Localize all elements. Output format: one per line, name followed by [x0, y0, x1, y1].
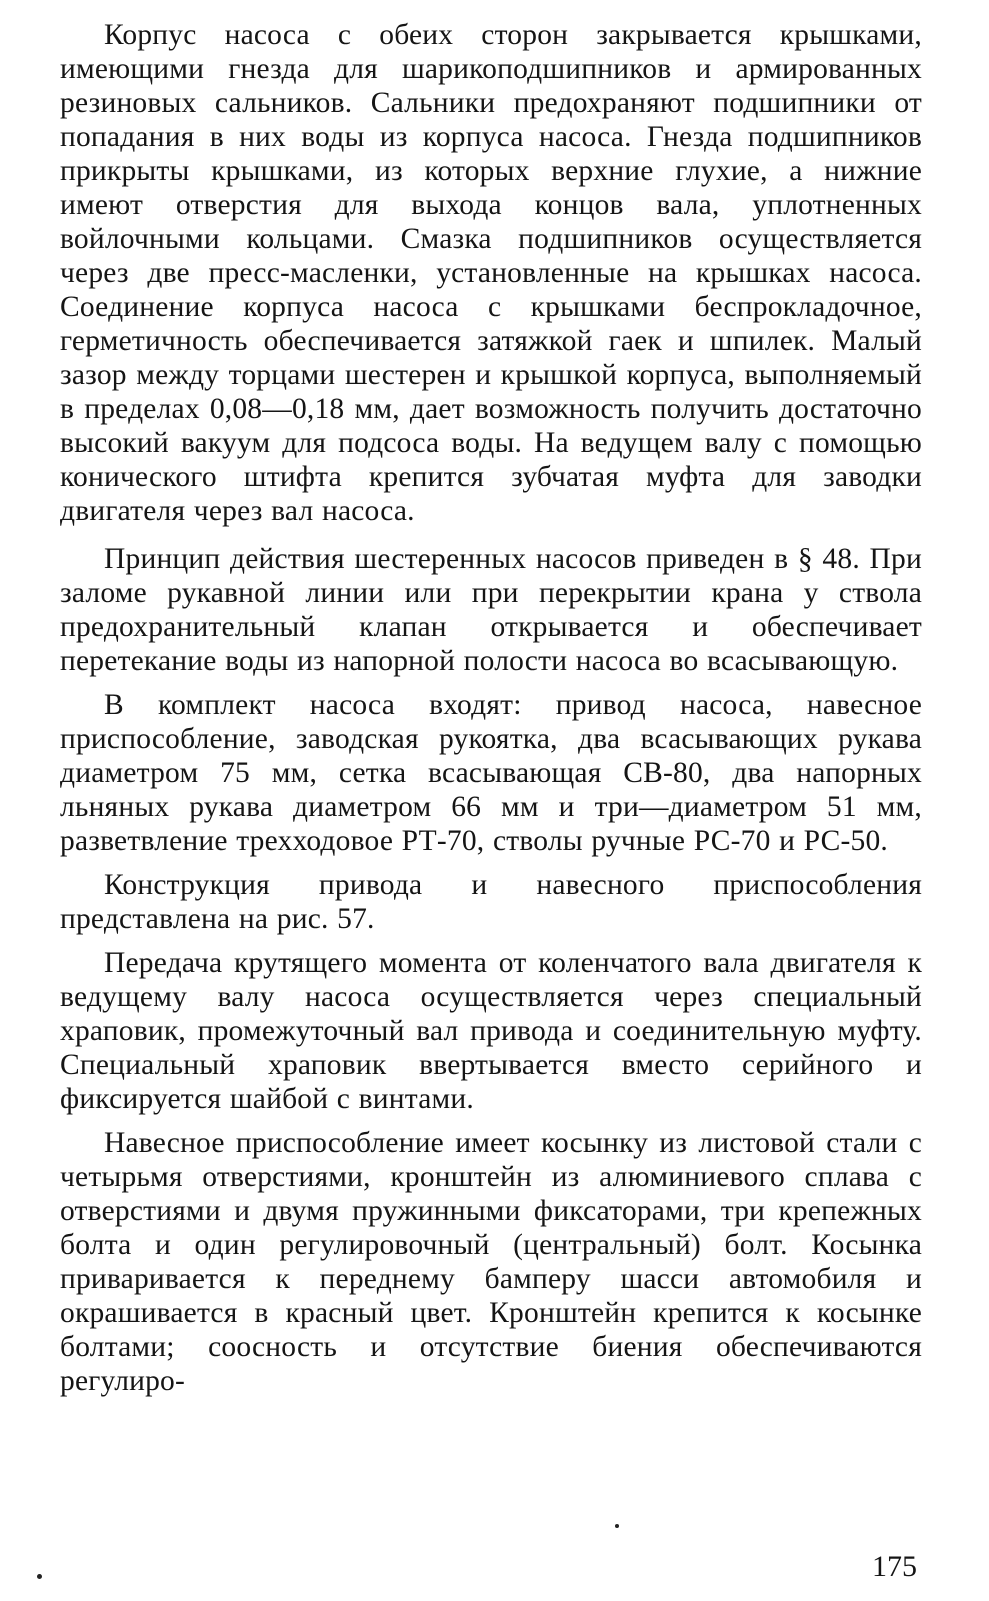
paragraph-pump-housing: Корпус насоса с обеих сторон закрывается крышками, имеющими гнезда для шарикоподшипников и армированных резиновых сальников. Сальники предохраняют подшипники от попадания в них воды из корпуса насоса. Гнезда подшипников прикрыты крышками, из которых верхние глухие, а нижние имеют отверстия для выхода концов вала, уплотненных войлочными кольцами. Смазка подшипников осуществляется через две пресс-масленки, установленные на крышках насоса. Соединение корпуса насоса с крышками беспрокладочное, герметичность обеспечивается затяжкой гаек и шпилек. Малый зазор между торцами шестерен и крышкой корпуса, выполняемый в пределах 0,08—0,18 мм, дает возможность получить достаточно высокий вакуум для подсоса воды. На ведущем валу с помощью конического штифта крепится зубчатая муфта для заводки двигателя через вал насоса.	[60, 19, 922, 527]
page-body	[60, 18, 922, 1408]
paragraph-drive-construction: Конструкция привода и навесного приспособления представлена на рис. 57.	[60, 869, 922, 935]
paragraph-mounting-device: Навесное приспособление имеет косынку из листовой стали с четырьмя отверстиями, кронштейн из алюминиевого сплава с отверстиями и двумя пружинными фиксаторами, три крепежных болта и один регулировочный (центральный) болт. Косынка приваривается к переднему бамперу шасси автомобиля и окрашивается в красный цвет. Кронштейн крепится к косынке болтами; соосность и отсутствие биения обеспечиваются регулиро-	[60, 1127, 922, 1397]
page-number: 175	[872, 1550, 917, 1583]
paragraph-kit-contents: В комплект насоса входят: привод насоса, навесное приспособление, заводская рукоятка, два всасывающих рукава диаметром 75 мм, сетка всасывающая СВ-80, два напорных льняных рукава диаметром 66 мм и три—диаметром 51 мм, разветвление трехходовое РТ-70, стволы ручные РС-70 и РС-50.	[60, 689, 922, 857]
paragraph-operating-principle: Принцип действия шестеренных насосов приведен в § 48. При заломе рукавной линии или при перекрытии крана у ствола предохранительный клапан открывается и обеспечивает перетекание воды из напорной полости насоса во всасывающую.	[60, 543, 922, 677]
paragraph-torque-transmission: Передача крутящего момента от коленчатого вала двигателя к ведущему валу насоса осуществляется через специальный храповик, промежуточный вал привода и соединительную муфту. Специальный храповик ввертывается вместо серийного и фиксируется шайбой с винтами.	[60, 947, 922, 1115]
print-speck-center	[615, 1524, 619, 1528]
print-speck-left	[37, 1574, 42, 1579]
